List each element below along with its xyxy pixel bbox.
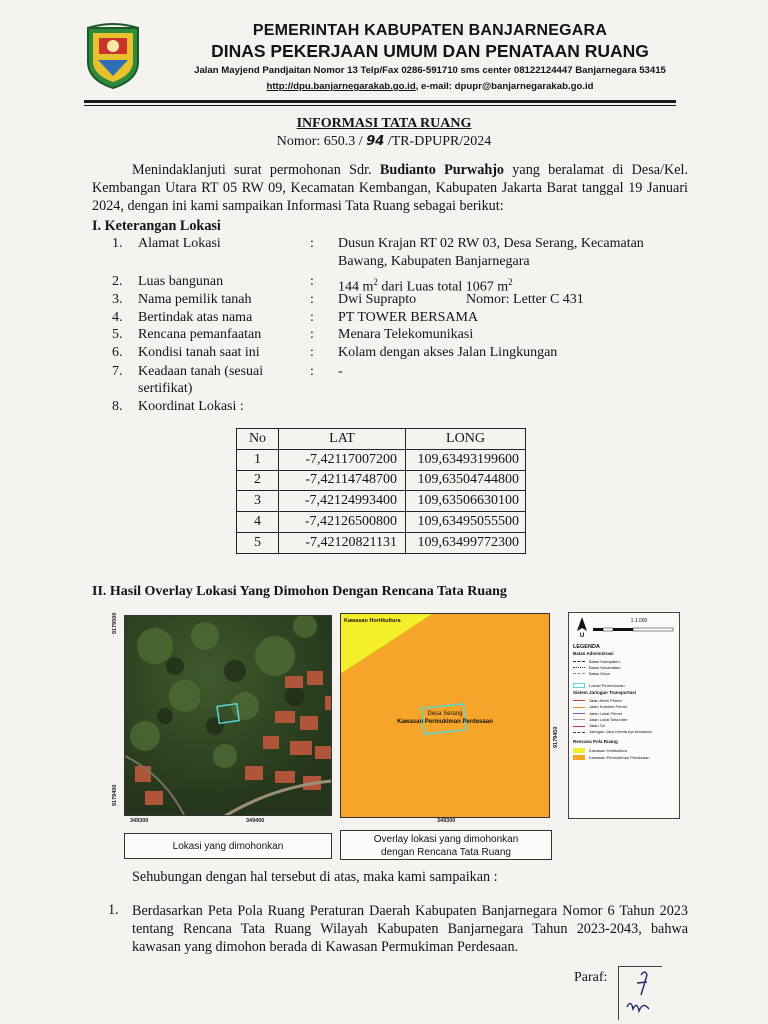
- table-row: [237, 491, 526, 512]
- number-suffix: /TR-DPUPR/2024: [384, 134, 492, 149]
- table-row: [237, 470, 526, 491]
- superscript: 2: [508, 277, 513, 287]
- item-colon: :: [310, 327, 314, 342]
- legend-item-label: Kawasan Permukiman Perdesaan: [589, 755, 650, 760]
- intro-text-2: yang beralamat di Desa/Kel. Kembangan Utara RT 05 RW 09, Kecamatan Kembangan, Kabupaten Jakarta Barat tanggal 19 Januari 2024, dengan ini kami sampaikan Informasi Tata Ruang sebagai berikut:: [92, 162, 689, 214]
- legend-pola-title: Rencana Pola Ruang: [573, 739, 618, 744]
- item-value: -: [338, 364, 343, 379]
- legend-item-label: Batas Desa: [589, 671, 610, 676]
- north-arrow-icon: [575, 617, 589, 637]
- legend-item: [573, 729, 679, 735]
- email-link[interactable]: dpupr@banjarnegarakab.go.id: [454, 81, 594, 92]
- letterhead-address: Jalan Mayjend Pandjaitan Nomor 13 Telp/Fax 0286-591710 sms center 08122124447 Banjarnegara 53415: [194, 65, 666, 76]
- website-link[interactable]: http://dpu.banjarnegarakab.go.id: [266, 81, 416, 92]
- section-1-heading: I. Keterangan Lokasi: [92, 218, 221, 234]
- overlay-map-caption: [340, 830, 552, 860]
- intro-text-1: Menindaklanjuti surat permohonan Sdr.: [132, 162, 380, 178]
- legend-admin-list: [573, 659, 677, 677]
- legend-item: [573, 671, 677, 677]
- legend-admin-title: Batas Administrasi: [573, 651, 614, 656]
- legend-item: [573, 747, 679, 754]
- map-y-top-label: 9179500: [112, 612, 118, 634]
- legend-item-label: Jalan Kolektor Primer: [589, 704, 628, 710]
- intro-paragraph: [92, 161, 688, 215]
- map-x-right-label: 349400: [246, 818, 265, 824]
- item-value-cont: Bawang, Kabupaten Banjarnegara: [338, 254, 530, 269]
- cell-long: 109,63495055500: [406, 512, 526, 533]
- banjarnegara-emblem-logo: [84, 22, 142, 90]
- item-colon: :: [310, 310, 314, 325]
- svg-text:U: U: [579, 633, 585, 637]
- item-number: 8.: [112, 399, 123, 414]
- cell-lat: -7,42120821131: [279, 532, 406, 553]
- scale-label: 1:1.000: [630, 618, 648, 624]
- cell-lat: -7,42124993400: [279, 491, 406, 512]
- letterhead-rule-thin: [84, 105, 676, 106]
- item-colon: :: [310, 236, 314, 251]
- legend-site-label: Lokasi Permohonan: [589, 683, 625, 688]
- number-prefix: Nomor: 650.3 /: [276, 134, 367, 149]
- table-row: [237, 512, 526, 533]
- letter-c-number: Nomor: Letter C 431: [466, 292, 584, 307]
- legend-item-label: Kawasan Hortikultura: [589, 748, 628, 753]
- legend-item-label: Jalan Arteri Primer: [589, 698, 622, 703]
- coordinate-table: [236, 428, 526, 554]
- site-village-label: Desa Serang: [427, 711, 463, 717]
- item-label: Luas bangunan: [138, 274, 224, 289]
- map-legend: [568, 612, 680, 819]
- item-label: Koordinat Lokasi :: [138, 399, 244, 414]
- legend-item: [573, 754, 679, 761]
- applicant-name: Budianto Purwahjo: [379, 162, 505, 178]
- satellite-imagery: [125, 616, 332, 816]
- item-colon: :: [310, 274, 314, 289]
- legend-pola-list: [573, 747, 679, 761]
- cell-lat: -7,42126500800: [279, 512, 406, 533]
- map-x-left-label: 349300: [130, 818, 149, 824]
- map-y-bottom-label: 9179400: [112, 784, 118, 806]
- paraf-signature-box: [618, 966, 662, 1020]
- header-long: LONG: [406, 429, 526, 450]
- table-row: [237, 532, 526, 553]
- overlay-x-label: 349300: [437, 818, 456, 824]
- item-number: 3.: [112, 292, 123, 307]
- cell-lat: -7,42117007200: [279, 449, 406, 470]
- cell-no: 1: [237, 449, 279, 470]
- legend-item-label: Batas Kecamatan: [589, 665, 621, 670]
- number-handwritten: 94: [366, 134, 385, 149]
- legend-item-label: Jaringan Jalur Kereta Api Antarkota: [589, 729, 652, 735]
- building-area: 144 m: [338, 279, 374, 295]
- letterhead-rule-thick: [84, 100, 676, 103]
- superscript: 2: [373, 277, 378, 287]
- zone-horticulture-label: Kawasan Hortikultura: [344, 618, 401, 624]
- table-row: [237, 449, 526, 470]
- item-value: Dusun Krajan RT 02 RW 03, Desa Serang, Kecamatan: [338, 236, 644, 251]
- cell-long: 109,63506630100: [406, 491, 526, 512]
- scale-bar-icon: [593, 626, 675, 636]
- item-colon: :: [310, 292, 314, 307]
- cell-lat: -7,42114748700: [279, 470, 406, 491]
- cell-no: 2: [237, 470, 279, 491]
- item-label: Bertindak atas nama: [138, 310, 253, 325]
- item-label: Keadaan tanah (sesuai: [138, 364, 264, 379]
- overlay-caption-line2: dengan Rencana Tata Ruang: [381, 847, 511, 858]
- item-colon: :: [310, 364, 314, 379]
- item-number: 1.: [112, 236, 123, 251]
- header-no: No: [237, 429, 279, 450]
- letterhead-government: PEMERINTAH KABUPATEN BANJARNEGARA: [252, 22, 608, 39]
- email-prefix: , e-mail:: [415, 81, 455, 92]
- cell-no: 5: [237, 532, 279, 553]
- item-label-cont: sertifikat): [138, 381, 193, 396]
- item-label: Alamat Lokasi: [138, 236, 221, 251]
- letterhead-contact: [150, 81, 710, 92]
- table-header-row: [237, 429, 526, 450]
- legend-item-label: Jalan Tol: [589, 723, 605, 729]
- item-number: 4.: [112, 310, 123, 325]
- legend-site-item: [573, 683, 625, 688]
- item-colon: :: [310, 345, 314, 360]
- item-number: 7.: [112, 364, 123, 379]
- section-2-heading: II. Hasil Overlay Lokasi Yang Dimohon Dengan Rencana Tata Ruang: [92, 584, 507, 599]
- item-label: Rencana pemanfaatan: [138, 327, 262, 342]
- overlay-caption-line1: Overlay lokasi yang dimohonkan: [373, 834, 519, 845]
- item-value: Dwi Suprapto: [338, 292, 417, 307]
- cell-long: 109,63493199600: [406, 449, 526, 470]
- cell-long: 109,63499772300: [406, 532, 526, 553]
- legend-transport-title: Sistem Jaringan Transportasi: [573, 690, 637, 695]
- item-value: Kolam dengan akses Jalan Lingkungan: [338, 345, 558, 360]
- item-label: Nama pemilik tanah: [138, 292, 252, 307]
- cell-no: 4: [237, 512, 279, 533]
- cell-long: 109,63504744800: [406, 470, 526, 491]
- legend-title: LEGENDA: [573, 644, 600, 650]
- total-area: dari Luas total 1067 m: [377, 279, 509, 295]
- document-title: INFORMASI TATA RUANG: [296, 116, 472, 131]
- cell-no: 3: [237, 491, 279, 512]
- document-number: [0, 134, 768, 150]
- legend-item-label: Jalan Lokal Sekunder: [589, 716, 628, 722]
- satellite-map: [124, 615, 332, 816]
- header-lat: LAT: [279, 429, 406, 450]
- conclusion-text: Berdasarkan Peta Pola Ruang Peraturan Daerah Kabupaten Banjarnegara Nomor 6 Tahun 2023 tentang Rencana Tata Ruang Wilayah Kabupaten Banjarnegara Tahun 2023-2043, bahwa kawasan yang dimohon berada di Kawasan Permukiman Perdesaan.: [132, 903, 688, 955]
- legend-transport-list: [573, 698, 679, 736]
- zone-settlement-label: Kawasan Permukiman Perdesaan: [397, 719, 493, 725]
- satellite-map-caption: Lokasi yang dimohonkan: [124, 833, 332, 859]
- item-number: 6.: [112, 345, 123, 360]
- item-value: PT TOWER BERSAMA: [338, 310, 479, 325]
- closing-sentence: Sehubungan dengan hal tersebut di atas, maka kami sampaikan :: [132, 869, 498, 885]
- overlay-y-label: 9179450: [553, 726, 559, 748]
- legend-item-label: Jalan Lokal Primer: [589, 710, 623, 716]
- legend-item-label: Batas Kabupaten: [589, 659, 620, 664]
- item-number: 2.: [112, 274, 123, 289]
- conclusion-number: 1.: [108, 902, 119, 918]
- item-value: Menara Telekomunikasi: [338, 327, 474, 342]
- paraf-label: Paraf:: [574, 970, 608, 985]
- item-number: 5.: [112, 327, 123, 342]
- item-label: Kondisi tanah saat ini: [138, 345, 260, 360]
- letterhead-department: DINAS PEKERJAAN UMUM DAN PENATAAN RUANG: [211, 41, 649, 61]
- initials-signature: [619, 967, 663, 1021]
